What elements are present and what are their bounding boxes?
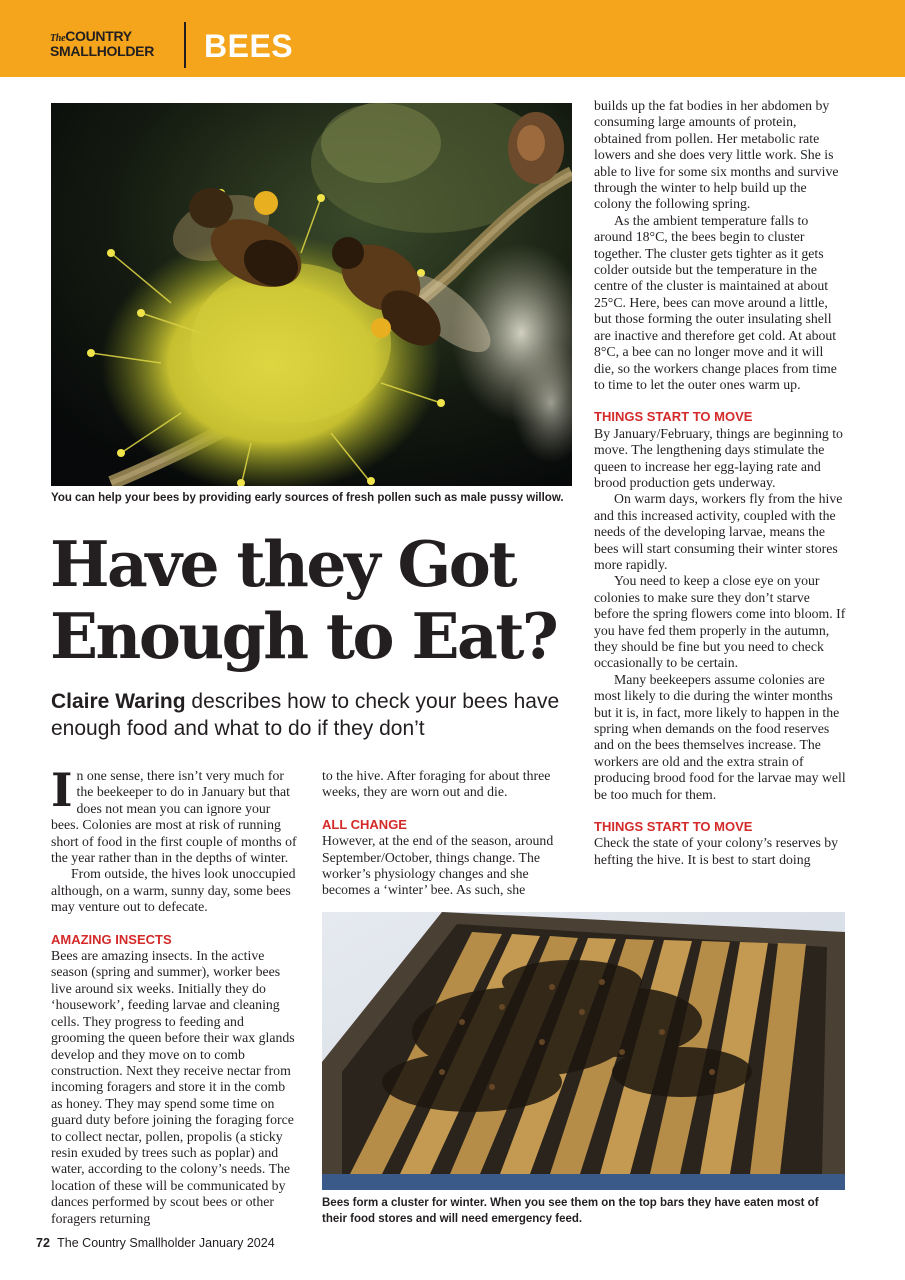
body-paragraph: builds up the fat bodies in her abdomen by consuming large amounts of protein, obtained from pollen. Her metabolic rate lowers and she does very little work. She is able to live for some six months and survive through the winter to help build up the colony the following spring. (594, 98, 839, 212)
subheading: AMAZING INSECTS (51, 931, 172, 947)
magazine-logo: TheCOUNTRY SMALLHOLDER (50, 28, 155, 59)
bee-pollen-photo (51, 103, 572, 486)
subheading: THINGS START TO MOVE (594, 819, 753, 835)
publication-name: The Country Smallholder (57, 1236, 196, 1250)
body-paragraph: You need to keep a close eye on your colonies to make sure they don’t starve before the spring flowers come into bloom. If you have fed them properly in the autumn, they should be fine but you need to check occasionally to be certain. (594, 573, 846, 671)
body-paragraph: Check the state of your colony’s reserves by hefting the hive. It is best to start doing (594, 835, 839, 867)
body-paragraph: However, at the end of the season, around September/October, things change. The worker’s physiology changes and she becomes a ‘winter’ bee. As such, she (322, 833, 554, 898)
photo-caption: Bees form a cluster for winter. When you see them on the top bars they have eaten most of their food stores and will need emergency feed. (322, 1197, 819, 1225)
issue-date: January 2024 (198, 1236, 275, 1250)
drop-cap: I (51, 763, 73, 817)
page-footer (36, 1236, 275, 1250)
body-column-3 (594, 98, 846, 868)
bee-on-willow-illustration (51, 103, 572, 486)
page-number: 72 (36, 1236, 50, 1250)
section-header-bar (0, 0, 905, 77)
subheading: THINGS START TO MOVE (594, 409, 753, 425)
author-name: Claire Waring (51, 690, 186, 713)
body-paragraph: From outside, the hives look unoccupied although, on a warm, sunny day, some bees may venture out to defecate. (51, 866, 296, 915)
body-column-2 (322, 768, 570, 899)
hive-cluster-photo (322, 912, 845, 1190)
article-headline: Have they Got Enough to Eat? (50, 527, 557, 673)
body-paragraph: By January/February, things are beginning to move. The lengthening days stimulate the queen to increase her egg-laying rate and brood production gets underway. (594, 425, 843, 490)
body-paragraph: Bees are amazing insects. In the active season (spring and summer), worker bees live around six weeks. Initially they do ‘housework’, feeding larvae and cleaning cells. They progress to feeding and grooming the queen before their wax glands develop and they move on to comb construction. Next they receive nectar from incoming foragers and store it in the comb as honey. They may spend some time on guard duty before joining the foraging force to collect nectar, pollen, propolis (a sticky resin exuded by trees such as poplar) and water, according to the colony’s needs. The location of these will be communicated by dances performed by scout bees or other foragers returning (51, 948, 295, 1226)
body-paragraph: Many beekeepers assume colonies are most likely to die during the winter months but it is, in fact, more likely to happen in the spring when demands on the food reserves and on the bees themselves increase. The workers are old and the extra strain of producing brood food for the larvae may well be too much for them. (594, 671, 846, 802)
hive-top-bars-illustration (322, 912, 845, 1190)
photo-caption: You can help your bees by providing early sources of fresh pollen such as male pussy willow. (51, 492, 564, 504)
body-paragraph: to the hive. After foraging for about three weeks, they are worn out and die. (322, 768, 551, 800)
header-divider (184, 22, 186, 68)
article-standfirst: Claire Waring describes how to check your bees have enough food and what to do if they don’t (51, 690, 560, 740)
body-paragraph: On warm days, workers fly from the hive and this increased activity, coupled with the needs of the developing larvae, means the bees will start consuming their winter stores more rapidly. (594, 491, 843, 572)
section-title: BEES (204, 28, 294, 64)
subheading: ALL CHANGE (322, 816, 407, 832)
body-column-1 (51, 763, 299, 1227)
body-paragraph: n one sense, there isn’t very much for the beekeeper to do in January but that does not mean you can ignore your bees. Colonies are most at risk of running short of food in the first couple of months of the year rather than in the depths of winter. (51, 768, 297, 866)
body-paragraph: As the ambient temperature falls to around 18°C, the bees begin to cluster together. The cluster gets tighter as it gets colder outside but the temperature in the centre of the cluster is maintained at about 25°C. Here, bees can move around a little, but those forming the outer insulating shell are inactive and therefore get cold. At about 8°C, a bee can no longer move and it will die, so the workers change places from time to time to let the outer ones warm up. (594, 212, 837, 392)
